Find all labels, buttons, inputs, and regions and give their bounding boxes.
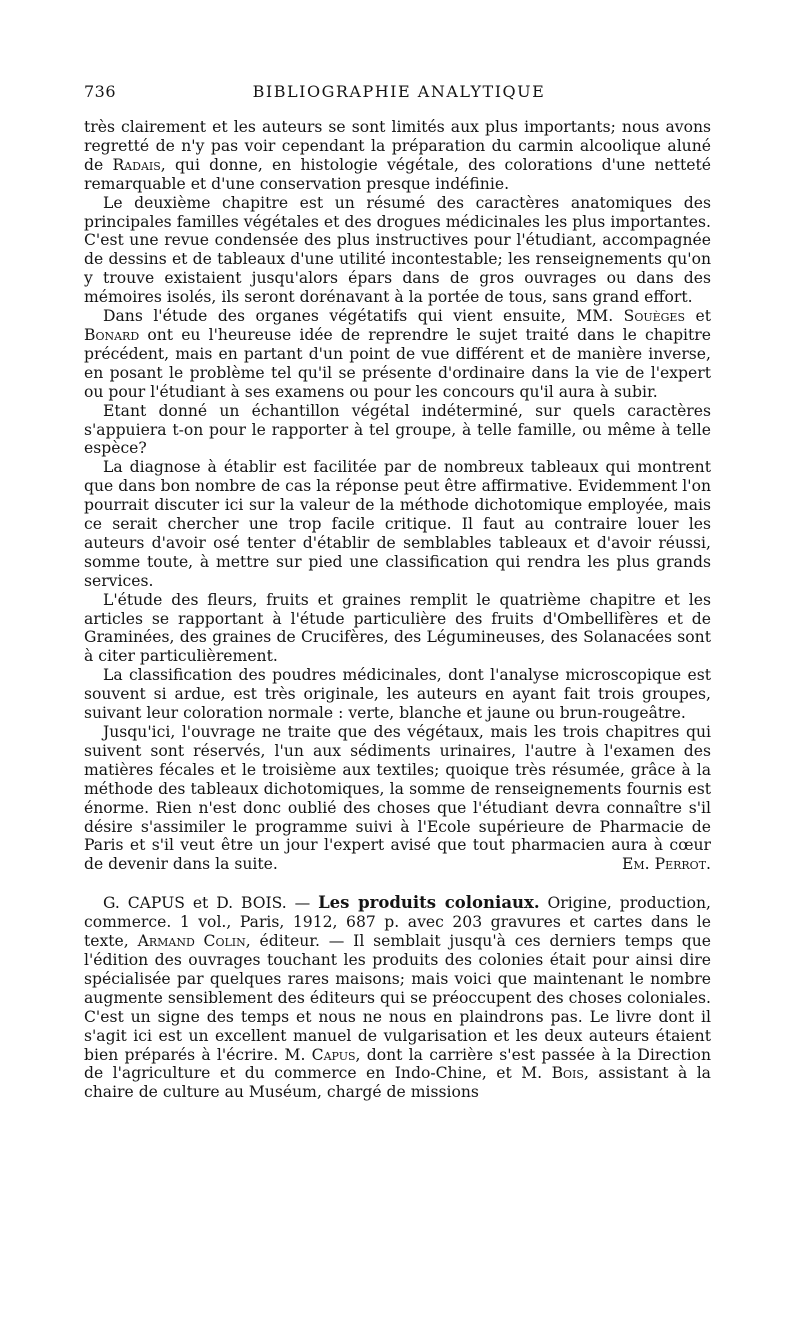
author-name-capus: Capus [311, 1045, 356, 1064]
review2-book-title: Les produits coloniaux. [318, 893, 540, 913]
author-name-soueges: Souèges [623, 307, 685, 326]
review1-paragraph-7: La classification des poudres médicinales, dont l'analyse microscopique est souvent si ardue, est très originale, les auteurs en ayant fait trois groupes, suivant leur coloration normale : verte, blanche et jaune ou brun-rougeâtre. [84, 666, 711, 723]
review1-paragraph-1: très clairement et les auteurs se sont limités aux plus importants; nous avons regretté de n'y pas voir cependant la préparation du carmin alcoolique aluné de Radais, qui donne, en histologie végétale, des colorations d'une netteté remarquable et d'une conservation presque indéfinie. [84, 118, 712, 193]
page-number: 736 [84, 82, 117, 101]
page-header [84, 82, 714, 106]
page-body [84, 118, 711, 1102]
review2-paragraph: G. CAPUS et D. BOIS. — Les produits coloniaux. Origine, production, commerce. 1 vol., Paris, 1912, 687 p. avec 203 gravures et cartes dans le texte, Armand Colin, éditeur. — Il semblait jusqu'à ces derniers temps que l'édition des ouvrages touchant les produits des colonies était pour ainsi dire spécialisée par quelques rares maisons; mais voici que maintenant le nombre augmente sensiblement des éditeurs qui se préoccupent des choses coloniales. C'est un signe des temps et nous ne nous en plaindrons pas. Le livre dont il s'agit ici est un excellent manuel de vulgarisation et les deux auteurs étaient bien préparés à l'écrire. M. Capus, dont la carrière s'est passée à la Direction de l'agriculture et du commerce en Indo-Chine, et M. Bois, assistant à la chaire de culture au Muséum, chargé de missions [84, 893, 711, 1102]
review1-paragraph-6: L'étude des fleurs, fruits et graines remplit le quatrième chapitre et les articles se rapportant à l'étude particulière des fruits d'Ombellifères et de Graminées, des graines de Crucifères, des Légumineuses, des Solanacées sont à citer particulièrement. [84, 590, 711, 666]
author-name-radais: Radais [112, 155, 161, 174]
author-name-bonard: Bonard [84, 325, 140, 344]
review1-paragraph-2: Le deuxième chapitre est un résumé des caractères anatomiques des principales familles végétales et des drogues médicinales les plus importantes. C'est une revue condensée des plus instructives pour l'étudiant, accompagnée de dessins et de tableaux d'une utilité incontestable; les renseignements qu'on y trouve existaient jusqu'alors épars dans de gros ouvrages ou dans des mémoires isolés, ils seront dorénavant à la portée de tous, sans grand effort. [84, 193, 711, 307]
author-name-bois: Bois [551, 1064, 584, 1083]
review1-paragraph-5: La diagnose à établir est facilitée par de nombreux tableaux qui montrent que dans bon nombre de cas la réponse peut être affirmative. Evidemment l'on pourrait discuter ici sur la valeur de la méthode dichotomique employée, mais ce serait chercher une trop facile critique. Il faut au contraire louer les auteurs d'avoir osé tenter d'établir de semblables tableaux et d'avoir réussi, somme toute, à mettre sur pied une classification qui rendra les plus grands services. [84, 458, 711, 590]
review1-signature: Em. Perrot. [622, 855, 711, 874]
review1-paragraph-4: Etant donné un échantillon végétal indéterminé, sur quels caractères s'appuiera t-on pour le rapporter à tel groupe, à telle famille, ou même à telle espèce? [84, 401, 711, 458]
review1-paragraph-3: Dans l'étude des organes végétatifs qui vient ensuite, MM. Souèges et Bonard ont eu l'heureuse idée de reprendre le sujet traité dans le chapitre précédent, mais en partant d'un point de vue différent et de manière inverse, en posant le problème tel qu'il se présente d'ordinaire dans la vie de l'expert ou pour l'étudiant à ses examens ou pour les concours qu'il aura à subir. [84, 307, 711, 401]
review1-paragraph-8: Jusqu'ici, l'ouvrage ne traite que des végétaux, mais les trois chapitres qui suivent sont réservés, l'un aux sédiments urinaires, l'autre à l'examen des matières fécales et le troisième aux textiles; quoique très résumée, grâce à la méthode des tableaux dichotomiques, la somme de renseignements fournis est énorme. Rien n'est donc oublié des choses que l'étudiant devra connaître s'il désire s'assimiler le programme suivi à l'Ecole supérieure de Pharmacie de Paris et s'il veut être un jour l'expert avisé que tout pharmacien aura à cœur de devenir dans la suite. [84, 723, 711, 874]
running-title: BIBLIOGRAPHIE ANALYTIQUE [252, 82, 546, 101]
publisher-name: Armand Colin [137, 932, 246, 951]
review2-authors: G. CAPUS et D. BOIS. — [103, 894, 311, 913]
